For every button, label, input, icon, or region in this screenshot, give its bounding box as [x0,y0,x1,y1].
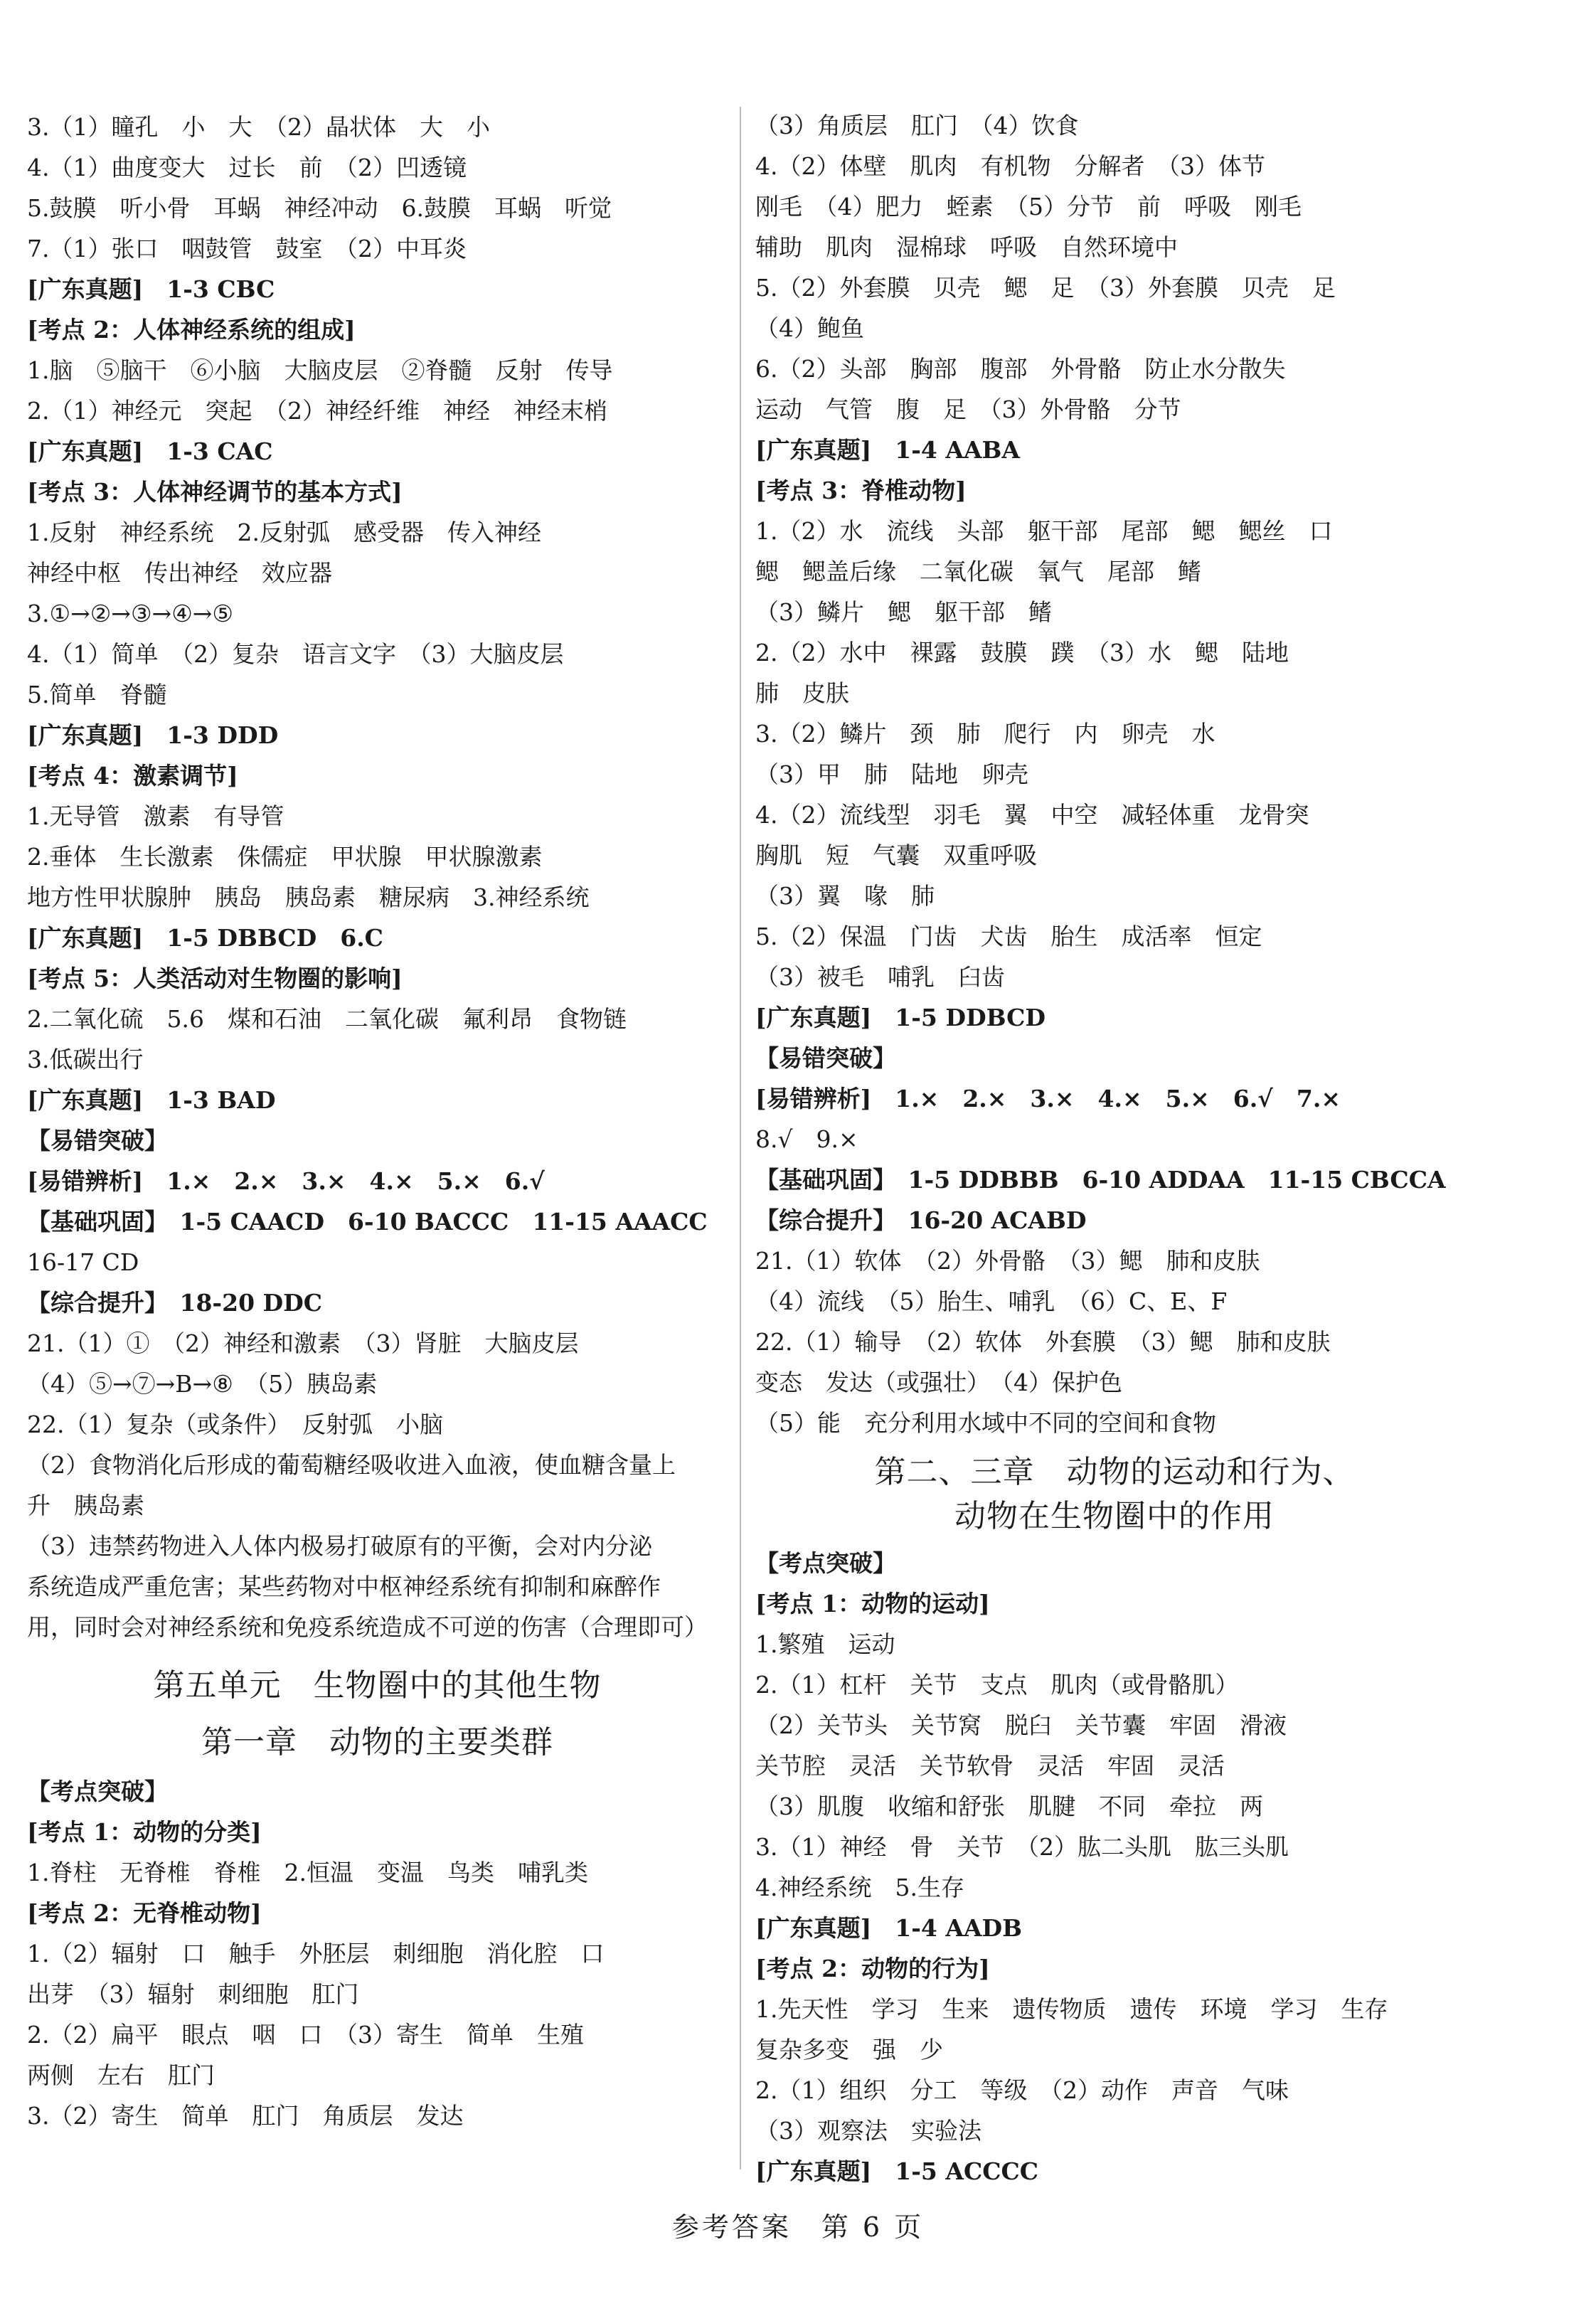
answer-line: [考点 3：人体神经调节的基本方式] [27,478,403,506]
answer-line: 复杂多变 强 少 [755,2036,943,2064]
answer-line: [广东真题] 1-5 DBBCD 6.C [27,924,383,952]
answer-line: 2.（1）组织 分工 等级 （2）动作 声音 气味 [755,2076,1289,2104]
answer-line: [考点 5：人类活动对生物圈的影响] [27,965,403,992]
answer-line: 【易错突破】 [755,1044,896,1072]
answer-line: 5.（2）外套膜 贝壳 鳃 足 （3）外套膜 贝壳 足 [755,274,1336,302]
answer-line: （3）鳞片 鳃 躯干部 鳍 [755,598,1052,626]
answer-line: [考点 3：脊椎动物] [755,477,967,504]
answer-line: [广东真题] 1-5 ACCCC [755,2157,1038,2185]
answer-line: [广东真题] 1-3 CAC [27,437,273,465]
answer-line: 【考点突破】 [755,1549,896,1577]
answer-line: 6.（2）头部 胸部 腹部 外骨骼 防止水分散失 [755,355,1286,383]
answer-line: 3.（2）寄生 简单 肛门 角质层 发达 [27,2102,464,2130]
answer-line: 升 胰岛素 [27,1492,144,1519]
answer-line: 2.（2）扁平 眼点 咽 口 （3）寄生 简单 生殖 [27,2021,584,2049]
answer-line: [广东真题] 1-3 DDD [27,721,279,749]
answer-line: （3）违禁药物进入人体内极易打破原有的平衡，会对内分泌 [27,1532,652,1560]
answer-line: 4.神经系统 5.生存 [755,1874,964,1901]
answer-line: 3.低碳出行 [27,1046,144,1073]
answer-line: 肺 皮肤 [755,679,849,707]
answer-line: 1.（2）辐射 口 触手 外胚层 刺细胞 消化腔 口 [27,1940,605,1967]
answer-line: [易错辨析] 1.× 2.× 3.× 4.× 5.× 6.√ 7.× [755,1085,1341,1112]
answer-line: 【基础巩固】 1-5 DDBBB 6-10 ADDAA 11-15 CBCCA [755,1166,1446,1194]
answer-line: 16-17 CD [27,1248,139,1276]
answer-line: （5）能 充分利用水域中不同的空间和食物 [755,1409,1216,1437]
answer-line: 5.简单 脊髓 [27,681,167,708]
answer-line: 7.（1）张口 咽鼓管 鼓室 （2）中耳炎 [27,235,467,262]
answer-line: （4）流线 （5）胎生、哺乳 （6）C、E、F [755,1287,1228,1315]
answer-line: 【综合提升】 18-20 DDC [27,1289,323,1317]
answer-line: 3.（1）神经 骨 关节 （2）肱二头肌 肱三头肌 [755,1833,1289,1861]
answer-line: 2.（1）神经元 突起 （2）神经纤维 神经 神经末梢 [27,397,607,425]
answer-line: 5.（2）保温 门齿 犬齿 胎生 成活率 恒定 [755,923,1262,950]
answer-line: （3）肌腹 收缩和舒张 肌腱 不同 牵拉 两 [755,1792,1263,1820]
answer-line: [考点 2：人体神经系统的组成] [27,316,356,344]
column-divider [740,107,741,2169]
answer-line: 22.（1）输导 （2）软体 外套膜 （3）鳃 肺和皮肤 [755,1328,1331,1356]
answer-line: 4.（2）体壁 肌肉 有机物 分解者 （3）体节 [755,152,1265,180]
answer-line: （3）角质层 肛门 （4）饮食 [755,112,1079,139]
answer-line: [考点 4：激素调节] [27,762,238,790]
answer-line: 出芽 （3）辐射 刺细胞 肛门 [27,1980,359,2008]
answer-line: 8.√ 9.× [755,1125,858,1153]
answer-line: [考点 1：动物的运动] [755,1590,990,1618]
answer-line: 【综合提升】 16-20 ACABD [755,1206,1087,1234]
chapter-title: 第一章 动物的主要类群 [201,1724,553,1760]
chapter-title: 第二、三章 动物的运动和行为、 [874,1454,1355,1490]
answer-line: （3）甲 肺 陆地 卵壳 [755,760,1028,788]
answer-line: （4）鲍鱼 [755,314,864,342]
answer-line: 【考点突破】 [27,1778,168,1805]
answer-line: 2.垂体 生长激素 侏儒症 甲状腺 甲状腺激素 [27,843,543,871]
answer-line: （3）翼 喙 肺 [755,882,935,910]
answer-line: 1.先天性 学习 生来 遗传物质 遗传 环境 学习 生存 [755,1995,1388,2023]
right-column [755,105,1474,2192]
answer-line: 地方性甲状腺肿 胰岛 胰岛素 糖尿病 3.神经系统 [27,883,590,911]
answer-line: 两侧 左右 肛门 [27,2061,215,2089]
answer-line: 1.（2）水 流线 头部 躯干部 尾部 鳃 鳃丝 口 [755,517,1333,545]
answer-line: [易错辨析] 1.× 2.× 3.× 4.× 5.× 6.√ [27,1167,545,1195]
answer-line: 运动 气管 腹 足 （3）外骨骼 分节 [755,395,1181,423]
answer-line: 1.脑 ⑤脑干 ⑥小脑 大脑皮层 ②脊髓 反射 传导 [27,356,613,384]
answer-line: [广东真题] 1-5 DDBCD [755,1004,1046,1031]
answer-line: 4.（1）曲度变大 过长 前 （2）凹透镜 [27,154,467,181]
answer-line: 系统造成严重危害；某些药物对中枢神经系统有抑制和麻醉作 [27,1573,661,1600]
answer-line: （2）关节头 关节窝 脱臼 关节囊 牢固 滑液 [755,1711,1287,1739]
answer-line: 关节腔 灵活 关节软骨 灵活 牢固 灵活 [755,1752,1225,1780]
answer-line: [广东真题] 1-4 AABA [755,436,1021,464]
answer-line: 1.脊柱 无脊椎 脊椎 2.恒温 变温 鸟类 哺乳类 [27,1859,588,1886]
answer-line: 3.①→②→③→④→⑤ [27,600,234,627]
answer-line: [考点 2：无脊椎动物] [27,1899,262,1927]
chapter-title: 动物在生物圈中的作用 [954,1498,1275,1534]
answer-line: （2）食物消化后形成的葡萄糖经吸收进入血液，使血糖含量上 [27,1451,676,1479]
answer-line: [广东真题] 1-4 AADB [755,1914,1023,1942]
answer-line: 刚毛 （4）肥力 蛭素 （5）分节 前 呼吸 刚毛 [755,193,1302,221]
answer-line: 22.（1）复杂（或条件） 反射弧 小脑 [27,1411,443,1438]
answer-line: 5.鼓膜 听小骨 耳蜗 神经冲动 6.鼓膜 耳蜗 听觉 [27,194,612,222]
answer-line: （3）被毛 哺乳 臼齿 [755,963,1005,991]
answer-line: 21.（1）① （2）神经和激素 （3）肾脏 大脑皮层 [27,1329,579,1357]
answer-line: [考点 2：动物的行为] [755,1955,990,1982]
answer-line: 2.（1）杠杆 关节 支点 肌肉（或骨骼肌） [755,1671,1239,1699]
answer-line: 3.（2）鳞片 颈 肺 爬行 内 卵壳 水 [755,720,1215,748]
answer-line: [考点 1：动物的分类] [27,1818,262,1846]
answer-line: 4.（1）简单 （2）复杂 语言文字 （3）大脑皮层 [27,640,564,668]
answer-line: 1.繁殖 运动 [755,1630,895,1658]
answer-line: 2.二氧化硫 5.6 煤和石油 二氧化碳 氟利昂 食物链 [27,1005,627,1033]
unit-title: 第五单元 生物圈中的其他生物 [153,1667,602,1704]
answer-line: 21.（1）软体 （2）外骨骼 （3）鳃 肺和皮肤 [755,1247,1260,1275]
answer-line: （4）⑤→⑦→B→⑧ （5）胰岛素 [27,1370,378,1398]
answer-line: 1.反射 神经系统 2.反射弧 感受器 传入神经 [27,519,541,546]
answer-line: 神经中枢 传出神经 效应器 [27,559,332,587]
answer-line: 变态 发达（或强壮） （4）保护色 [755,1369,1122,1396]
answer-line: 鳃 鳃盖后缘 二氧化碳 氧气 尾部 鳍 [755,558,1201,585]
answer-line: 1.无导管 激素 有导管 [27,802,284,830]
answer-line: [广东真题] 1-3 CBC [27,275,275,303]
answer-line: （3）观察法 实验法 [755,2117,981,2145]
page-footer: 参考答案 第 6 页 [671,2211,925,2243]
answer-line: 4.（2）流线型 羽毛 翼 中空 减轻体重 龙骨突 [755,801,1309,829]
answer-line: 辅助 肌肉 湿棉球 呼吸 自然环境中 [755,233,1178,261]
answer-line: 【基础巩固】 1-5 CAACD 6-10 BACCC 11-15 AAACC [27,1208,708,1236]
answer-line: 2.（2）水中 裸露 鼓膜 蹼 （3）水 鳃 陆地 [755,639,1289,666]
answer-line: 【易错突破】 [27,1127,168,1154]
answer-line: 胸肌 短 气囊 双重呼吸 [755,841,1037,869]
answer-line: [广东真题] 1-3 BAD [27,1086,276,1114]
answer-line: 3.（1）瞳孔 小 大 （2）晶状体 大 小 [27,113,490,141]
left-column [27,107,728,2136]
answer-line: 用，同时会对神经系统和免疫系统造成不可逆的伤害（合理即可） [27,1613,708,1641]
